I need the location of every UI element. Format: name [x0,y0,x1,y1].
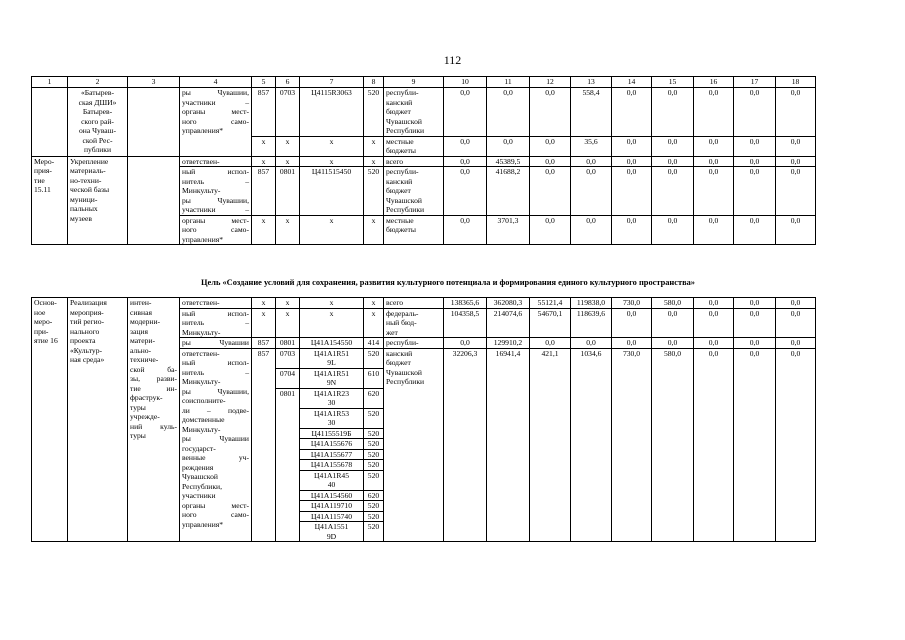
column-number: 10 [444,77,487,88]
column-number: 11 [487,77,530,88]
amount-cell: 0,0 [444,167,487,216]
column-number: 9 [384,77,444,88]
grbs-code: 857 [252,167,276,216]
target-article-code: Ц41A155676 [300,439,364,450]
amount-cell: 214074,6 [487,308,530,338]
funding-source: республи- канский бюджет Чувашской Республики [384,88,444,137]
target-article-code: Ц41A115740 [300,511,364,522]
amount-cell: 0,0 [571,338,612,349]
amount-cell: 0,0 [776,136,816,156]
grbs-code: x [252,136,276,156]
table-row [32,88,816,137]
executor-cell: ры Чувашии [180,338,252,349]
amount-cell: 0,0 [444,338,487,349]
amount-cell: 0,0 [734,338,776,349]
section-code: x [276,215,300,245]
amount-cell: 0,0 [776,298,816,309]
amount-cell: 0,0 [612,136,652,156]
amount-cell: 0,0 [652,88,694,137]
amount-cell: 0,0 [694,348,734,542]
amount-cell: 0,0 [487,88,530,137]
expense-type-code: 520 [364,439,384,450]
amount-cell: 3701,3 [487,215,530,245]
column-number: 14 [612,77,652,88]
expense-type-code: 610 [364,368,384,388]
amount-cell: 0,0 [652,215,694,245]
amount-cell: 0,0 [694,298,734,309]
column-number: 13 [571,77,612,88]
section-code: x [276,156,300,167]
target-article-code: Ц41A1551 9D [300,522,364,542]
target-article-code: Ц41A1R45 40 [300,470,364,490]
target-article-code: Ц41A119710 [300,501,364,512]
expense-type-code: 520 [364,88,384,137]
grbs-code: 857 [252,338,276,349]
expense-type-code: x [364,215,384,245]
amount-cell: 16941,4 [487,348,530,542]
amount-cell: 0,0 [652,338,694,349]
column-number: 17 [734,77,776,88]
expense-type-code: 520 [364,470,384,490]
amount-cell: 0,0 [530,167,571,216]
amount-cell: 580,0 [652,348,694,542]
column-number-row [32,77,816,88]
column-number: 7 [300,77,364,88]
amount-cell: 0,0 [734,88,776,137]
amount-cell: 32206,3 [444,348,487,542]
amount-cell: 0,0 [776,308,816,338]
amount-cell: 0,0 [776,348,816,542]
amount-cell: 0,0 [734,308,776,338]
funding-source: республи- [384,338,444,349]
amount-cell: 41688,2 [487,167,530,216]
amount-cell: 0,0 [652,156,694,167]
amount-cell: 580,0 [652,298,694,309]
target-article-code: Ц41A155677 [300,449,364,460]
target-article-code: Ц41A154560 [300,490,364,501]
amount-cell: 0,0 [694,338,734,349]
amount-cell: 0,0 [694,167,734,216]
amount-cell: 0,0 [530,338,571,349]
target-article-code: Ц41A155678 [300,460,364,471]
budget-table-part-1 [31,76,816,245]
column-number: 5 [252,77,276,88]
amount-cell: 0,0 [612,88,652,137]
amount-cell: 0,0 [694,88,734,137]
activity-number-cell: Основ- ное меро- при- ятие 16 [32,298,68,542]
goal-heading: Цель «Создание условий для сохранения, развития культурного потенциала и формирования единого культурного пространства» [201,278,695,287]
amount-cell: 0,0 [487,136,530,156]
funding-source: федераль- ный бюд- жет [384,308,444,338]
amount-cell: 558,4 [571,88,612,137]
amount-cell: 0,0 [530,156,571,167]
target-article-code: Ц4115R3063 [300,88,364,137]
column-number: 6 [276,77,300,88]
amount-cell: 730,0 [612,298,652,309]
target-article-code: x [300,308,364,338]
column-number: 3 [128,77,180,88]
amount-cell: 0,0 [530,215,571,245]
executor-cell: органы мест- ного само- управления* [180,215,252,245]
funding-source: местные бюджеты [384,136,444,156]
expense-type-code: 520 [364,522,384,542]
amount-cell: 119838,0 [571,298,612,309]
section-code: x [276,136,300,156]
amount-cell: 138365,6 [444,298,487,309]
target-article-code: Ц41A1R23 30 [300,388,364,408]
executor-cell: ответствен- ный испол- нитель – Минкульту- ры Чувашии, соисполните- ли – подве- домственные Минкульту- ры Чувашии государст- венные уч- реждения Чувашской Республики, участники органы мест- ного само- управления* [180,348,252,542]
amount-cell: 0,0 [612,308,652,338]
result-cell [128,156,180,245]
section-code: 0801 [276,338,300,349]
amount-cell: 730,0 [612,348,652,542]
grbs-code: x [252,215,276,245]
amount-cell: 45389,5 [487,156,530,167]
grbs-code: x [252,298,276,309]
expense-type-code: 520 [364,408,384,428]
amount-cell: 129910,2 [487,338,530,349]
funding-source: канский бюджет Чувашской Республики [384,348,444,542]
amount-cell: 0,0 [652,136,694,156]
section-code: 0801 [276,388,300,542]
expense-type-code: x [364,156,384,167]
expense-type-code: 520 [364,460,384,471]
amount-cell: 0,0 [734,298,776,309]
target-article-code: Ц41A1R51 9L [300,348,364,368]
funding-source: всего [384,156,444,167]
column-number: 18 [776,77,816,88]
column-number: 16 [694,77,734,88]
amount-cell: 0,0 [444,88,487,137]
grbs-code: 857 [252,348,276,542]
amount-cell: 0,0 [694,308,734,338]
expense-type-code: 520 [364,348,384,368]
expense-type-code: x [364,308,384,338]
expense-type-code: x [364,298,384,309]
amount-cell: 0,0 [571,215,612,245]
amount-cell: 104358,5 [444,308,487,338]
executor-cell: ры Чувашии, участники – органы мест- ного само- управления* [180,88,252,157]
amount-cell: 0,0 [776,338,816,349]
amount-cell: 0,0 [734,167,776,216]
target-article-code: Ц41155519Б [300,428,364,439]
column-number: 8 [364,77,384,88]
amount-cell: 0,0 [652,167,694,216]
amount-cell: 118639,6 [571,308,612,338]
expense-type-code: 620 [364,490,384,501]
amount-cell: 54670,1 [530,308,571,338]
target-article-code: x [300,298,364,309]
amount-cell: 0,0 [612,215,652,245]
expense-type-code: 520 [364,501,384,512]
result-cell [128,88,180,157]
amount-cell: 0,0 [694,156,734,167]
activity-number-cell [32,88,68,157]
column-number: 4 [180,77,252,88]
amount-cell: 0,0 [444,215,487,245]
amount-cell: 0,0 [734,156,776,167]
section-code: x [276,298,300,309]
executor-cell: ответствен- [180,156,252,167]
amount-cell: 0,0 [444,136,487,156]
grbs-code: x [252,156,276,167]
amount-cell: 0,0 [612,156,652,167]
target-article-code: x [300,215,364,245]
column-number: 12 [530,77,571,88]
executor-cell: ный испол- нитель – Минкульту- ры Чувашии, участники – [180,167,252,216]
section-code: 0703 [276,348,300,368]
target-article-code: x [300,156,364,167]
amount-cell: 35,6 [571,136,612,156]
target-article-code: Ц41A1R51 9N [300,368,364,388]
target-article-code: Ц411515450 [300,167,364,216]
amount-cell: 0,0 [694,136,734,156]
amount-cell: 0,0 [776,167,816,216]
amount-cell: 0,0 [444,156,487,167]
executor-cell: ный испол- нитель – Минкульту- [180,308,252,338]
amount-cell: 0,0 [530,136,571,156]
participant-cell: «Батырев- ская ДШИ» Батырев- ского рай- она Чуваш- ской Рес- публики [68,88,128,157]
amount-cell: 0,0 [530,88,571,137]
result-cell: интен- сивная модерни- зация матери- ально- техниче- ской ба- зы, разви- тие ин- фраструк- туры учрежде- ний куль- туры [128,298,180,542]
section-code: 0801 [276,167,300,216]
table-row [32,298,816,309]
section-code: x [276,308,300,338]
funding-source: всего [384,298,444,309]
amount-cell: 421,1 [530,348,571,542]
expense-type-code: x [364,136,384,156]
expense-type-code: 520 [364,449,384,460]
table-row [32,156,816,167]
budget-table-part-2 [31,297,816,542]
funding-source: республи- канский бюджет Чувашской Республики [384,167,444,216]
amount-cell: 0,0 [776,88,816,137]
column-number: 15 [652,77,694,88]
column-number: 2 [68,77,128,88]
expense-type-code: 520 [364,511,384,522]
amount-cell: 0,0 [571,167,612,216]
amount-cell: 0,0 [776,215,816,245]
amount-cell: 0,0 [734,348,776,542]
section-code: 0703 [276,88,300,137]
expense-type-code: 620 [364,388,384,408]
expense-type-code: 414 [364,338,384,349]
amount-cell: 0,0 [652,308,694,338]
amount-cell: 0,0 [612,338,652,349]
amount-cell: 0,0 [612,167,652,216]
section-code: 0704 [276,368,300,388]
target-article-code: Ц41A1R53 30 [300,408,364,428]
amount-cell: 362080,3 [487,298,530,309]
grbs-code: x [252,308,276,338]
funding-source: местные бюджеты [384,215,444,245]
target-article-code: x [300,136,364,156]
expense-type-code: 520 [364,167,384,216]
target-article-code: Ц41A154550 [300,338,364,349]
amount-cell: 0,0 [734,136,776,156]
amount-cell: 55121,4 [530,298,571,309]
activity-name-cell: Укрепление материаль- но-техни- ческой базы муници- пальных музеев [68,156,128,245]
page-number: 112 [443,53,462,67]
grbs-code: 857 [252,88,276,137]
amount-cell: 0,0 [694,215,734,245]
executor-cell: ответствен- [180,298,252,309]
amount-cell: 0,0 [734,215,776,245]
activity-number-cell: Меро- прия- тие 15.11 [32,156,68,245]
activity-name-cell: Реализация мероприя- тий регио- нального проекта «Культур- ная среда» [68,298,128,542]
expense-type-code: 520 [364,428,384,439]
column-number: 1 [32,77,68,88]
amount-cell: 0,0 [571,156,612,167]
amount-cell: 0,0 [776,156,816,167]
amount-cell: 1034,6 [571,348,612,542]
